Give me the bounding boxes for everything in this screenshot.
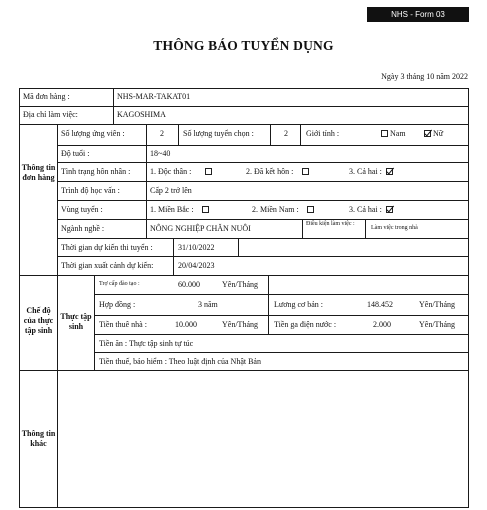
region-north-label: 1. Miền Bắc : (150, 205, 194, 214)
base-salary-unit: Yên/Tháng (419, 300, 455, 309)
region-north-checkbox[interactable] (202, 206, 209, 213)
utilities-label: Tiền ga điện nước : (274, 320, 337, 329)
age-label: Độ tuổi : (61, 149, 90, 158)
training-allowance-unit: Yên/Tháng (222, 280, 258, 289)
rent-unit: Yên/Tháng (222, 320, 258, 329)
gender-female-label: Nữ (433, 129, 444, 138)
order-info-section-title: Thông tin đơn hàng (21, 163, 56, 182)
departure-label: Thời gian xuất cảnh dự kiến: (61, 261, 154, 270)
work-address-value: KAGOSHIMA (117, 110, 166, 119)
intern-sub-title: Thực tập sinh (60, 312, 92, 331)
form-code-badge: NHS - Form 03 (367, 7, 469, 22)
industry-value: NÔNG NGHIỆP CHĂN NUÔI (150, 224, 251, 233)
marital-both-option[interactable] (349, 167, 393, 176)
training-allowance-value: 60.000 (178, 280, 200, 289)
rent-value: 10.000 (175, 320, 197, 329)
exam-date-value: 31/10/2022 (178, 243, 215, 252)
region-south-checkbox[interactable] (307, 206, 314, 213)
rent-label: Tiền thuê nhà : (99, 320, 147, 329)
work-address-label: Địa chỉ làm việc: (23, 110, 78, 119)
gender-female-checkbox[interactable] (424, 130, 431, 137)
issue-date: Ngày 3 tháng 10 năm 2022 (381, 72, 468, 81)
order-code-label: Mã đơn hàng : (23, 92, 70, 101)
other-info-content[interactable] (58, 371, 468, 507)
marital-both-label: 3. Cả hai : (349, 167, 382, 176)
gender-male-label: Nam (390, 129, 406, 138)
gender-male-checkbox[interactable] (381, 130, 388, 137)
work-conditions-value: Làm việc trong nhà (371, 225, 418, 231)
region-both-label: 3. Cả hai : (349, 205, 382, 214)
marital-single-label: 1. Độc thân : (150, 167, 192, 176)
region-north-option[interactable] (150, 205, 209, 214)
region-south-label: 2. Miền Nam : (252, 205, 299, 214)
contract-label: Hợp đồng : (99, 300, 136, 309)
marital-married-label: 2. Đã kết hôn : (246, 167, 294, 176)
gender-male-option[interactable] (381, 129, 406, 138)
marital-single-checkbox[interactable] (205, 168, 212, 175)
applicants-value: 2 (160, 129, 164, 138)
region-south-option[interactable] (252, 205, 314, 214)
education-label: Trình độ học vấn : (61, 186, 120, 195)
marital-married-option[interactable] (246, 167, 309, 176)
tax-insurance-info: Tiền thuế, bảo hiểm : Theo luật định của Nhật Bản (99, 357, 261, 366)
marital-label: Tình trạng hôn nhân : (61, 167, 131, 176)
gender-label: Giới tính : (306, 129, 340, 138)
training-allowance-label: Trợ cấp đào tạo : (99, 281, 140, 287)
utilities-value: 2.000 (373, 320, 391, 329)
base-salary-label: Lương cơ bản : (274, 300, 324, 309)
marital-married-checkbox[interactable] (302, 168, 309, 175)
hired-label: Số lượng tuyển chọn : (183, 129, 254, 138)
age-value: 18~40 (150, 149, 171, 158)
page-title: THÔNG BÁO TUYỂN DỤNG (153, 38, 334, 53)
meals-info: Tiền ăn : Thực tập sinh tự túc (99, 339, 194, 348)
education-value: Cấp 2 trở lên (150, 186, 192, 195)
hired-value: 2 (284, 129, 288, 138)
marital-single-option[interactable] (150, 167, 212, 176)
contract-value: 3 năm (198, 300, 218, 309)
region-both-checkbox[interactable] (386, 206, 393, 213)
intern-regime-section-title: Chế độ của thực tập sinh (23, 306, 54, 335)
marital-both-checkbox[interactable] (386, 168, 393, 175)
order-code-value: NHS-MAR-TAKAT01 (117, 92, 191, 101)
region-both-option[interactable] (349, 205, 393, 214)
exam-date-label: Thời gian dự kiến thi tuyển : (61, 243, 153, 252)
region-label: Vùng tuyển : (61, 205, 103, 214)
other-info-section-title: Thông tin khác (21, 429, 56, 448)
departure-value: 20/04/2023 (178, 261, 215, 270)
base-salary-value: 148.452 (367, 300, 393, 309)
industry-label: Ngành nghề : (61, 224, 105, 233)
applicants-label: Số lượng ứng viên : (61, 129, 125, 138)
work-conditions-label: Điều kiện làm việc : (306, 221, 355, 227)
gender-female-option[interactable] (424, 129, 443, 138)
utilities-unit: Yên/Tháng (419, 320, 455, 329)
